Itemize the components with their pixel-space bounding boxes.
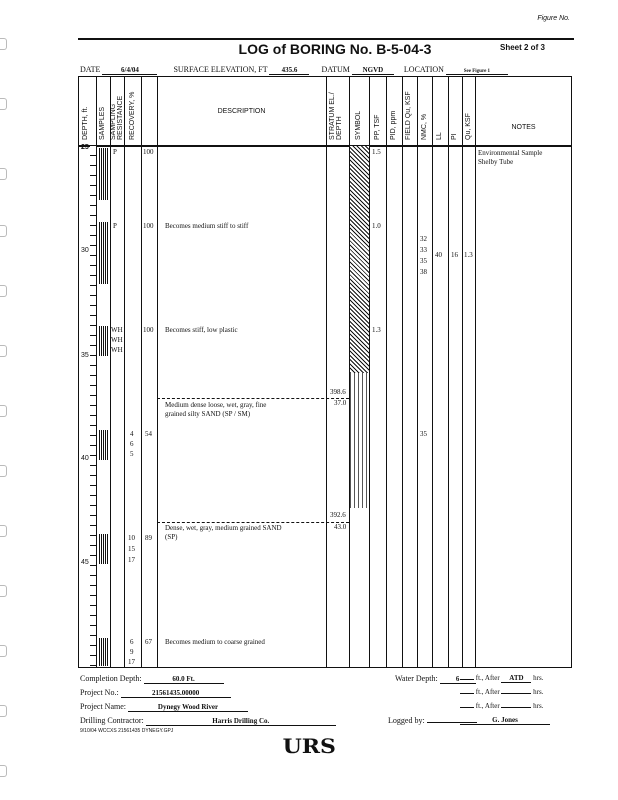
symbol-silty-clay bbox=[350, 146, 369, 373]
binder-hole bbox=[0, 345, 7, 357]
header-line bbox=[80, 65, 508, 75]
col-header-symbol: SYMBOL bbox=[355, 110, 362, 140]
header-divider bbox=[78, 145, 572, 147]
stratum-boundary bbox=[157, 522, 349, 523]
sample-symbol-spoon bbox=[99, 534, 108, 564]
project-name-value: Dynegy Wood River bbox=[128, 703, 248, 712]
stratum-elevation: 392.6 bbox=[330, 511, 346, 519]
stratum-depth: 37.0 bbox=[334, 399, 347, 407]
col-line bbox=[124, 76, 125, 668]
sample-symbol-tube bbox=[99, 148, 108, 200]
blow-count: 9 bbox=[130, 648, 134, 656]
col-header-depth: DEPTH, ft. bbox=[82, 106, 89, 140]
drilling-contractor-label: Drilling Contractor: bbox=[80, 716, 144, 725]
blow-count: 15 bbox=[128, 545, 135, 553]
pi-value: 16 bbox=[451, 251, 458, 259]
sampling-resistance: WH bbox=[111, 336, 123, 344]
binder-hole bbox=[0, 225, 7, 237]
water-reading-2 bbox=[460, 688, 543, 696]
blow-count: 5 bbox=[130, 450, 134, 458]
description-text: grained silty SAND (SP / SM) bbox=[165, 410, 251, 418]
recovery-value: 89 bbox=[145, 534, 152, 542]
sample-type: P bbox=[113, 222, 117, 230]
binder-hole bbox=[0, 705, 7, 717]
water-reading-blank bbox=[460, 693, 474, 694]
logged-by-value: G. Jones bbox=[460, 716, 550, 725]
logged-by-name-line bbox=[460, 716, 550, 725]
nmc-value: 35 bbox=[420, 430, 427, 438]
binder-hole bbox=[0, 98, 7, 110]
recovery-value: 54 bbox=[145, 430, 152, 438]
blow-count: 4 bbox=[130, 430, 134, 438]
hrs-label: hrs. bbox=[533, 688, 544, 696]
symbol-sand bbox=[350, 508, 369, 666]
drilling-contractor-value: Harris Drilling Co. bbox=[146, 717, 336, 726]
col-header-samples: SAMPLES bbox=[99, 106, 106, 140]
sampling-resistance: WH bbox=[111, 346, 123, 354]
hrs-label: hrs. bbox=[533, 702, 544, 710]
project-no-value: 21561435.00000 bbox=[121, 689, 231, 698]
col-header-pp: PP, TSF bbox=[374, 114, 381, 140]
col-line bbox=[141, 76, 142, 668]
note-line: Environmental Sample bbox=[478, 149, 543, 157]
col-line bbox=[96, 76, 97, 668]
depth-label-30: 30 bbox=[81, 247, 89, 254]
col-line bbox=[386, 76, 387, 668]
hrs-label: hrs. bbox=[533, 674, 544, 682]
description-text: Becomes stiff, low plastic bbox=[165, 326, 238, 334]
binder-hole bbox=[0, 405, 7, 417]
nmc-value: 38 bbox=[420, 268, 427, 276]
ft-after-label: ft., After bbox=[475, 688, 500, 696]
pp-value: 1.3 bbox=[372, 326, 381, 334]
after-blank bbox=[501, 693, 531, 694]
col-header-field-qu: FIELD Qu, KSF bbox=[405, 91, 412, 140]
blow-count: 17 bbox=[128, 658, 135, 666]
completion-depth-line bbox=[80, 674, 224, 684]
description-text: (SP) bbox=[165, 533, 178, 541]
atd-value: ATD bbox=[501, 674, 531, 683]
depth-label-40: 40 bbox=[81, 455, 89, 462]
top-rule bbox=[78, 38, 574, 40]
col-header-recovery: RECOVERY, % bbox=[129, 91, 136, 140]
binder-hole bbox=[0, 765, 7, 777]
ft-after-label: ft., After bbox=[475, 702, 500, 710]
depth-label-45: 45 bbox=[81, 559, 89, 566]
col-header-stratum: STRATUM EL./ DEPTH bbox=[329, 92, 343, 140]
water-reading-1 bbox=[460, 674, 543, 683]
water-depth-label: Water Depth: bbox=[395, 674, 438, 683]
project-name-line bbox=[80, 702, 248, 712]
col-header-notes: NOTES bbox=[511, 124, 536, 131]
project-no-line bbox=[80, 688, 231, 698]
depth-label-35: 35 bbox=[81, 352, 89, 359]
urs-logo: URS bbox=[282, 734, 336, 758]
water-reading-3 bbox=[460, 702, 543, 710]
location-value: See Figure 1 bbox=[446, 69, 508, 75]
col-header-pid: PID, ppm bbox=[390, 110, 397, 140]
binder-hole bbox=[0, 585, 7, 597]
col-header-nmc: NMC, % bbox=[421, 113, 428, 140]
binder-hole bbox=[0, 38, 7, 50]
binder-hole bbox=[0, 168, 7, 180]
stratum-boundary bbox=[157, 398, 349, 399]
blow-count: 17 bbox=[128, 556, 135, 564]
sample-symbol-tube bbox=[99, 326, 108, 356]
logged-by-label: Logged by: bbox=[388, 716, 425, 725]
stratum-elevation: 398.6 bbox=[330, 388, 346, 396]
description-text: Becomes medium stiff to stiff bbox=[165, 222, 249, 230]
surface-elevation-value: 435.6 bbox=[269, 66, 309, 75]
project-name-label: Project Name: bbox=[80, 702, 126, 711]
surface-elevation-label: SURFACE ELEVATION, FT bbox=[173, 65, 268, 74]
completion-depth-value: 60.0 Ft. bbox=[144, 675, 224, 684]
col-line bbox=[462, 76, 463, 668]
col-line bbox=[432, 76, 433, 668]
description-text: Medium dense loose, wet, gray, fine bbox=[165, 401, 267, 409]
date-label: DATE bbox=[80, 65, 101, 74]
recovery-value: 100 bbox=[143, 222, 154, 230]
recovery-value: 67 bbox=[145, 638, 152, 646]
nmc-value: 32 bbox=[420, 235, 427, 243]
binder-hole bbox=[0, 525, 7, 537]
water-reading-blank bbox=[460, 707, 474, 708]
drilling-contractor-line bbox=[80, 716, 336, 726]
col-line bbox=[110, 76, 111, 668]
water-reading-blank bbox=[460, 679, 474, 680]
completion-depth-label: Completion Depth: bbox=[80, 674, 142, 683]
col-line bbox=[402, 76, 403, 668]
recovery-value: 100 bbox=[143, 326, 154, 334]
pp-value: 1.0 bbox=[372, 222, 381, 230]
blow-count: 6 bbox=[130, 638, 134, 646]
col-header-sampling-resistance: SAMPLING RESISTANCE bbox=[110, 95, 124, 140]
col-line bbox=[157, 76, 158, 668]
binder-hole bbox=[0, 645, 7, 657]
datum-value: NGVD bbox=[352, 66, 394, 75]
project-no-label: Project No.: bbox=[80, 688, 119, 697]
nmc-value: 35 bbox=[420, 257, 427, 265]
qu-value: 1.3 bbox=[464, 251, 473, 259]
col-header-pi: PI bbox=[451, 133, 458, 140]
after-blank bbox=[501, 707, 531, 708]
ll-value: 40 bbox=[435, 251, 442, 259]
col-line bbox=[475, 76, 476, 668]
water-depth-value: 6 bbox=[440, 675, 476, 684]
binder-hole bbox=[0, 465, 7, 477]
location-label: LOCATION bbox=[403, 65, 444, 74]
col-line bbox=[417, 76, 418, 668]
recovery-value: 100 bbox=[143, 148, 154, 156]
pp-value: 1.5 bbox=[372, 148, 381, 156]
sample-type: P bbox=[113, 148, 117, 156]
ft-after-label: ft., After bbox=[475, 674, 500, 682]
blow-count: 10 bbox=[128, 534, 135, 542]
col-header-description: DESCRIPTION bbox=[217, 108, 266, 115]
description-text: Becomes medium to coarse grained bbox=[165, 638, 265, 646]
sample-symbol-spoon bbox=[99, 638, 108, 666]
description-text: Dense, wet, gray, medium grained SAND bbox=[165, 524, 282, 532]
depth-label-25: 25 bbox=[81, 144, 89, 151]
depth-scale bbox=[90, 146, 96, 666]
blow-count: 6 bbox=[130, 440, 134, 448]
binder-hole bbox=[0, 285, 7, 297]
file-reference: 9/10/04 WCCXS 21561435 DYNEGY.GPJ bbox=[80, 728, 174, 734]
stratum-depth: 43.0 bbox=[334, 523, 347, 531]
date-value: 6/4/04 bbox=[102, 66, 157, 75]
figure-label: Figure No. bbox=[537, 15, 570, 22]
sheet-number: Sheet 2 of 3 bbox=[500, 43, 545, 52]
sampling-resistance: WH bbox=[111, 326, 123, 334]
sample-symbol-spoon bbox=[99, 430, 108, 460]
datum-label: DATUM bbox=[321, 65, 350, 74]
nmc-value: 33 bbox=[420, 246, 427, 254]
symbol-silty-sand bbox=[350, 373, 369, 508]
note-line: Shelby Tube bbox=[478, 158, 514, 166]
sample-symbol-tube bbox=[99, 222, 108, 284]
col-line bbox=[369, 76, 370, 668]
col-line bbox=[326, 76, 327, 668]
col-header-ll: LL bbox=[436, 132, 443, 140]
page-title: LOG of BORING No. B-5-04-3 bbox=[238, 41, 432, 57]
col-line bbox=[448, 76, 449, 668]
col-header-qu: Qu, KSF bbox=[465, 113, 472, 140]
